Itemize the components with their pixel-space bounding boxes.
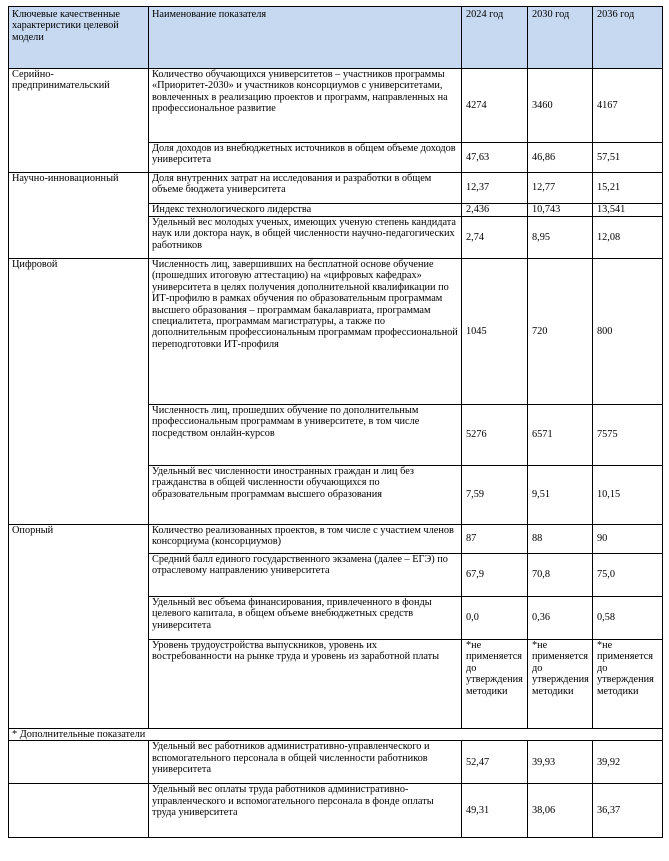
value-2030: 3460: [528, 69, 593, 143]
value-2024: 2,436: [462, 204, 528, 217]
value-2024: 87: [462, 525, 528, 554]
value-2036: 800: [593, 259, 663, 405]
group-label: Опорный: [9, 525, 149, 729]
value-2036: 12,08: [593, 217, 663, 259]
indicator-name: Удельный вес оплаты труда работников административно-управленческого и вспомогательного персонала в фонде оплаты труда университета: [149, 784, 462, 838]
value-2030: 9,51: [528, 466, 593, 525]
value-2024: 1045: [462, 259, 528, 405]
value-2024: 4274: [462, 69, 528, 143]
indicator-name: Удельный вес численности иностранных граждан и лиц без гражданства в общей численности обучающихся по образовательным программам высшего образования: [149, 466, 462, 525]
value-2036: 4167: [593, 69, 663, 143]
group-label: Научно-инновационный: [9, 173, 149, 259]
value-2024: 49,31: [462, 784, 528, 838]
value-2036: 90: [593, 525, 663, 554]
header-2036: 2036 год: [593, 7, 663, 69]
value-2036: 15,21: [593, 173, 663, 204]
value-2024: 52,47: [462, 741, 528, 784]
header-2030: 2030 год: [528, 7, 593, 69]
value-2036: 36,37: [593, 784, 663, 838]
value-2024: 7,59: [462, 466, 528, 525]
header-2024: 2024 год: [462, 7, 528, 69]
value-2036: 57,51: [593, 143, 663, 173]
value-2030: 8,95: [528, 217, 593, 259]
value-2036: 7575: [593, 405, 663, 466]
value-2030: *не применяется до утверждения методики: [528, 640, 593, 729]
value-2024: 12,37: [462, 173, 528, 204]
value-2030: 12,77: [528, 173, 593, 204]
indicator-name: Количество обучающихся университетов – участников программы «Приоритет-2030» и участников консорциумов с университетами, вовлеченных в реализацию проектов и программ, направленных на профессиональное развитие: [149, 69, 462, 143]
value-2030: 6571: [528, 405, 593, 466]
indicator-name: Численность лиц, прошедших обучение по дополнительным профессиональным программам в университете, в том числе посредством онлайн-курсов: [149, 405, 462, 466]
indicator-name: Средний балл единого государственного экзамена (далее – ЕГЭ) по отраслевому направлению университета: [149, 554, 462, 597]
indicator-name: Удельный вес работников административно-управленческого и вспомогательного персонала в общей численности работников университета: [149, 741, 462, 784]
table-row: [9, 525, 663, 554]
indicator-name: Численность лиц, завершивших на бесплатной основе обучение (прошедших итоговую аттестацию) на «цифровых кафедрах» университета в целях получения дополнительной квалификации по ИТ-профилю в рамках обучения по образовательным программам высшего образования – программам бакалавриата, программам специалитета, программам магистратуры, а также по дополнительным профессиональным программам профессиональной переподготовки ИТ-профиля: [149, 259, 462, 405]
indicator-name: Удельный вес молодых ученых, имеющих ученую степень кандидата наук или доктора наук, в общей численности научно-педагогических работников: [149, 217, 462, 259]
group-label: Цифровой: [9, 259, 149, 525]
value-2030: 46,86: [528, 143, 593, 173]
value-2030: 88: [528, 525, 593, 554]
indicator-name: Индекс технологического лидерства: [149, 204, 462, 217]
value-2030: 39,93: [528, 741, 593, 784]
value-2030: 10,743: [528, 204, 593, 217]
table-header-row: [9, 7, 663, 69]
table-row: [9, 741, 663, 784]
value-2036: 39,92: [593, 741, 663, 784]
table-row: [9, 784, 663, 838]
value-2024: 0,0: [462, 597, 528, 640]
table-row: [9, 259, 663, 405]
value-2030: 70,8: [528, 554, 593, 597]
indicator-name: Уровень трудоустройства выпускников, уровень их востребованности на рынке труда и уровень из заработной платы: [149, 640, 462, 729]
value-2036: 0,58: [593, 597, 663, 640]
header-characteristic: Ключевые качественные характеристики целевой модели: [9, 7, 149, 69]
value-2024: *не применяется до утверждения методики: [462, 640, 528, 729]
indicator-name: Удельный вес объема финансирования, привлеченного в фонды целевого капитала, в общем объеме внебюджетных средств университета: [149, 597, 462, 640]
value-2030: 38,06: [528, 784, 593, 838]
indicators-table: [8, 6, 663, 838]
value-2030: 720: [528, 259, 593, 405]
group-label-empty: [9, 741, 149, 784]
value-2024: 2,74: [462, 217, 528, 259]
value-2036: *не применяется до утверждения методики: [593, 640, 663, 729]
value-2024: 67,9: [462, 554, 528, 597]
table-row: [9, 173, 663, 204]
indicator-name: Количество реализованных проектов, в том числе с участием членов консорциума (консорциумов): [149, 525, 462, 554]
group-label: Серийно-предпринимательский: [9, 69, 149, 173]
additional-label: * Дополнительные показатели: [9, 729, 663, 741]
indicator-name: Доля внутренних затрат на исследования и разработки в общем объеме бюджета университета: [149, 173, 462, 204]
header-indicator: Наименование показателя: [149, 7, 462, 69]
table-row: [9, 69, 663, 143]
group-label-empty: [9, 784, 149, 838]
value-2036: 75,0: [593, 554, 663, 597]
additional-label-row: [9, 729, 663, 741]
value-2024: 5276: [462, 405, 528, 466]
indicator-name: Доля доходов из внебюджетных источников в общем объеме доходов университета: [149, 143, 462, 173]
value-2036: 13,541: [593, 204, 663, 217]
value-2036: 10,15: [593, 466, 663, 525]
value-2030: 0,36: [528, 597, 593, 640]
value-2024: 47,63: [462, 143, 528, 173]
